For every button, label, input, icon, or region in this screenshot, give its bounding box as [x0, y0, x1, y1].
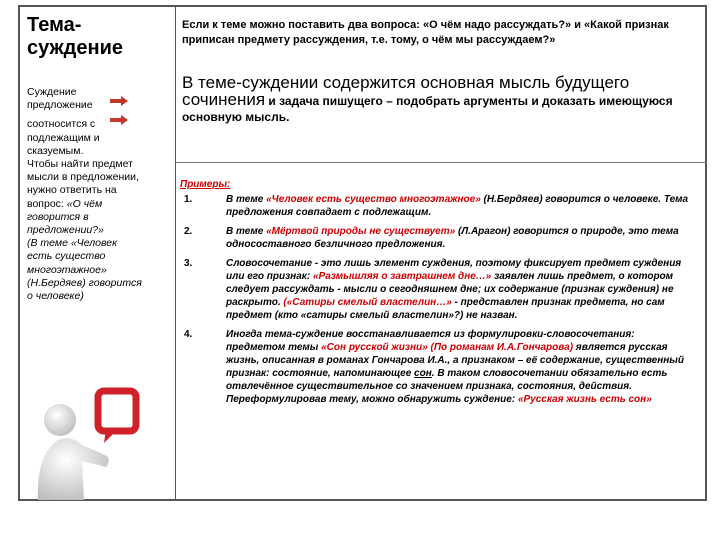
left-text: «О чём — [66, 197, 103, 210]
title-line-1: Тема- — [27, 14, 82, 36]
column-divider — [175, 5, 176, 501]
item-text: является русская жизнь, описанная в романах Гончарова И.А., а признаком – её содержание, существенный признак: состояние, напоминающее — [226, 342, 684, 379]
item-quote: «Сон русской жизни» (По романам И.А.Гончарова) — [321, 342, 574, 353]
thesis-rest: и задача пишущего – подобрать аргументы и доказать имеющуюся основную мысль. — [182, 94, 673, 124]
item-quote: («Сатиры смелый властелин…» — [283, 297, 452, 308]
left-line: (Н.Бердяев) говорится — [27, 276, 142, 289]
item-quote: «Человек есть существо многоэтажное» — [266, 194, 481, 205]
left-line: Суждение — [27, 86, 77, 98]
left-line: Чтобы найти предмет — [27, 158, 133, 171]
left-description — [27, 86, 173, 303]
left-line: сказуемым. — [27, 144, 84, 157]
page-title — [27, 14, 173, 60]
thesis-main: В теме-суждении содержится основная мысль будущего сочинения — [182, 73, 630, 109]
item-text: сон — [414, 368, 432, 379]
item-number: 2. — [184, 226, 193, 237]
left-line: предложение — [27, 99, 93, 112]
left-line: есть существо — [27, 250, 106, 263]
condition-text: Если к теме можно поставить два вопроса: «О чём надо рассуждать?» и «Какой признак приписан предмету рассуждения, т.е. тому, о чём мы рассуждаем?» — [182, 19, 669, 46]
speech-bubble-figure-icon — [20, 385, 140, 505]
item-quote: «Русская жизнь есть сон» — [517, 394, 652, 405]
item-number: 3. — [184, 258, 193, 269]
item-text: Иногда тема-суждение восстанавливается из формулировки-словосочетания: предметом темы — [226, 329, 635, 353]
row-divider — [175, 162, 707, 163]
left-line: говорится в — [27, 210, 89, 223]
thesis-text — [182, 75, 696, 125]
item-text: В теме — [226, 226, 267, 237]
item-text: (Н.Бердяев) говорится о человеке. Тема предложения совпадает с подлежащим. — [226, 194, 689, 218]
item-text: - представлен признак предмета, но сам предмет (кто «сатиры смелый властелин»?) не назван. — [226, 297, 665, 321]
left-line: (В теме «Человек — [27, 237, 118, 250]
list-item — [180, 193, 696, 219]
examples-block — [180, 178, 696, 406]
item-quote: «Мёртвой природы не существует» — [266, 226, 456, 237]
examples-heading: Примеры: — [180, 179, 231, 190]
left-line: нужно ответить на — [27, 184, 117, 197]
list-item — [180, 225, 696, 251]
item-text: . В таком словосочетании обязательно есть отвлечённое существительное со значением признака, состояния, действия. Переформулировав тему, можно обнаружить суждение: — [226, 368, 668, 405]
item-text: В теме — [226, 194, 267, 205]
item-text: (Л.Арагон) говорится о природе, это тема односоставного безличного предложения. — [226, 226, 679, 250]
item-text: Словосочетание - это лишь элемент суждения, поэтому фиксирует предмет суждения или его признак: — [226, 258, 682, 282]
left-line — [27, 198, 173, 211]
arrow-right-icon — [110, 117, 128, 123]
left-text: вопрос: — [27, 197, 67, 210]
left-line: подлежащим и — [27, 131, 100, 144]
list-item — [180, 257, 696, 322]
left-line: соотносится с — [27, 118, 96, 131]
list-item — [180, 328, 696, 406]
left-line: многоэтажное» — [27, 263, 107, 276]
item-text: заявлен лишь предмет, о котором следует рассуждать - мысли о сегодняшнем дне; их содержание (признак суждения) не раскрыто. — [226, 271, 674, 308]
left-line: предложении?» — [27, 224, 104, 237]
left-line: о человеке) — [27, 290, 84, 303]
item-number: 4. — [184, 329, 193, 340]
title-line-2: суждение — [27, 37, 123, 59]
arrow-right-icon — [110, 98, 128, 104]
item-number: 1. — [184, 194, 193, 205]
left-line: мысли в предложении, — [27, 171, 139, 184]
left-column — [27, 14, 173, 303]
item-quote: «Размышляя о завтрашнем дне…» — [312, 271, 492, 282]
